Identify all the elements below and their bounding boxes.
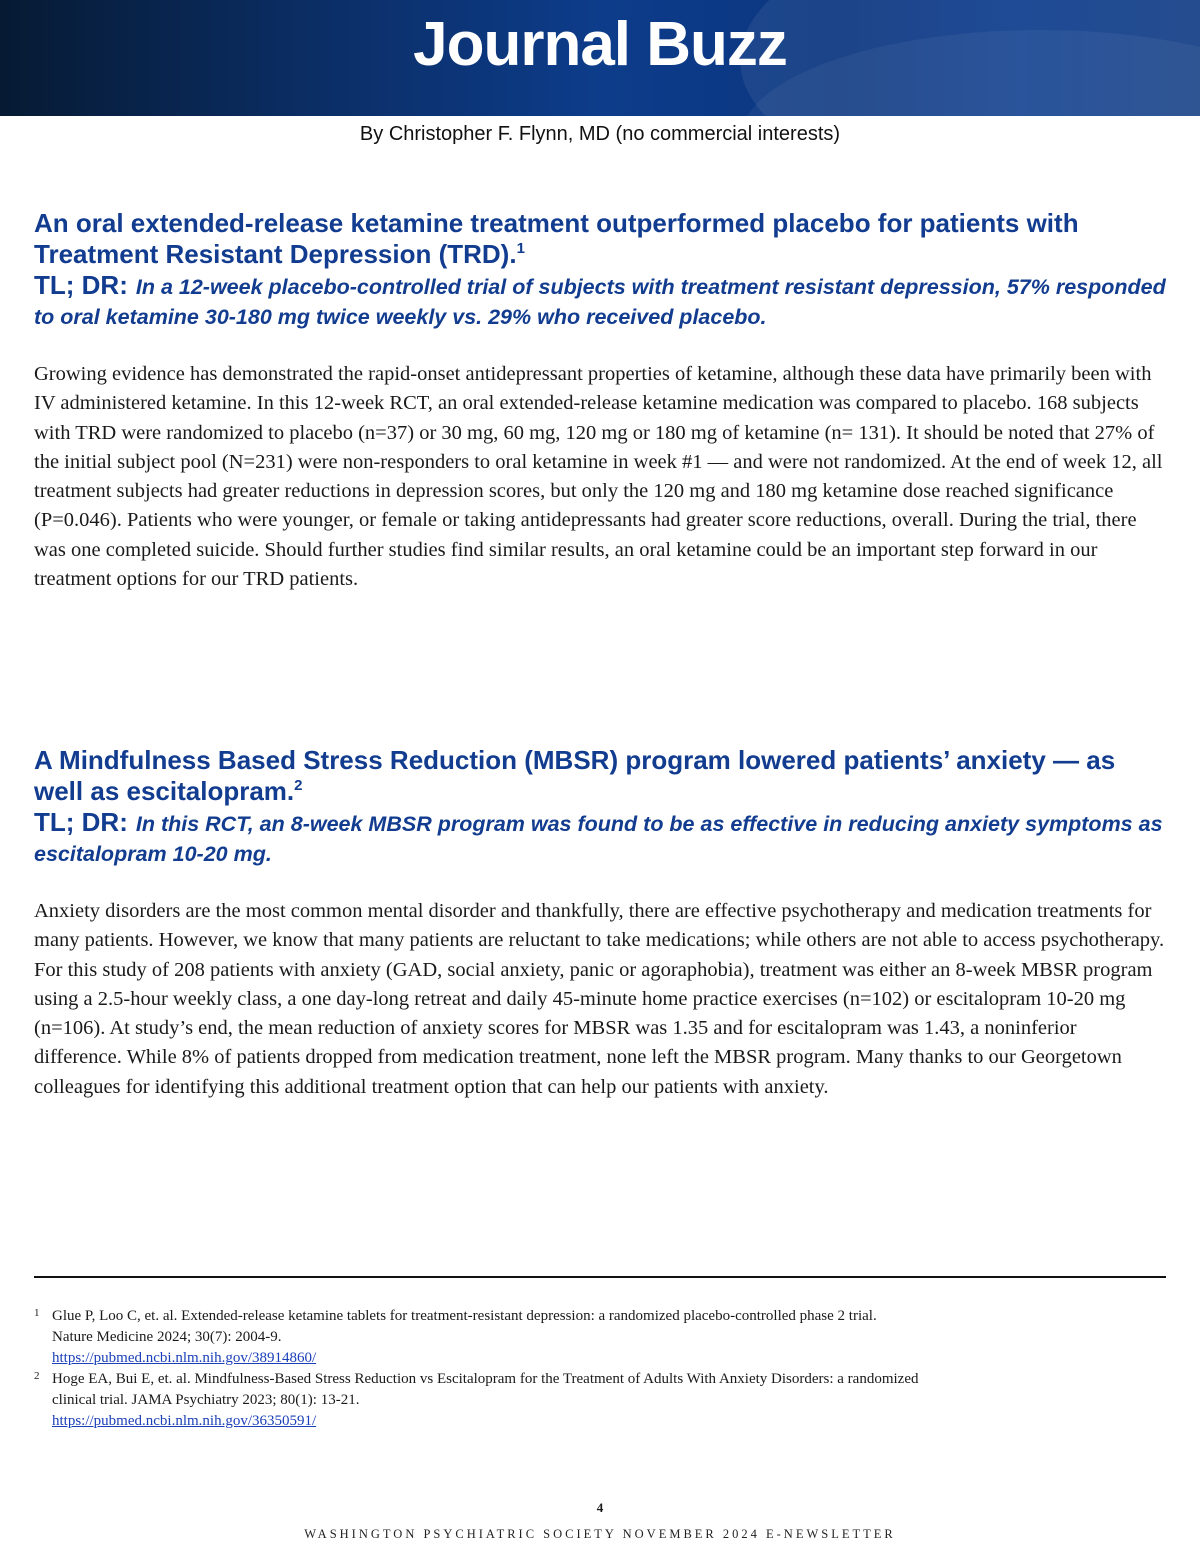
- footnote-citation: Hoge EA, Bui E, et. al. Mindfulness-Based Stress Reduction vs Escitalopram for the Treatment of Adults With Anxiety Disorders: a randomized: [52, 1371, 919, 1387]
- article-headline: [34, 208, 1166, 270]
- headline-text: An oral extended-release ketamine treatment outperformed placebo for patients with Treatment Resistant Depression (TRD).: [34, 208, 1079, 269]
- footnote-citation: Glue P, Loo C, et. al. Extended-release ketamine tablets for treatment-resistant depression: a randomized placebo-controlled phase 2 trial.: [52, 1308, 877, 1324]
- page-number: 4: [596, 1500, 604, 1515]
- footnotes: [34, 1306, 1134, 1432]
- footnote-number: 1: [34, 1307, 40, 1319]
- footnote-citation-cont: Nature Medicine 2024; 30(7): 2004-9.: [52, 1329, 282, 1345]
- footnote-citation-cont: clinical trial. JAMA Psychiatry 2023; 80(1): 13-21.: [52, 1392, 360, 1408]
- tldr-label: TL; DR:: [34, 270, 128, 300]
- article-body: Anxiety disorders are the most common mental disorder and thankfully, there are effective psychotherapy and medication treatments for many patients. However, we know that many patients are reluctant to take medications; while others are not able to access psychotherapy. For this study of 208 patients with anxiety (GAD, social anxiety, panic or agoraphobia), treatment was either an 8-week MBSR program using a 2.5-hour weekly class, a one day-long retreat and daily 45-minute home practice exercises (n=102) or escitalopram 10-20 mg (n=106). At study’s end, the mean reduction of anxiety scores for MBSR was 1.35 and for escitalopram was 1.43, a noninferior difference. While 8% of patients dropped from medication treatment, none left the MBSR program. Many thanks to our Georgetown colleagues for identifying this additional treatment option that can help our patients with anxiety.: [34, 900, 1165, 1098]
- footnote-link[interactable]: https://pubmed.ncbi.nlm.nih.gov/38914860/: [52, 1350, 317, 1366]
- tldr-label: TL; DR:: [34, 807, 128, 837]
- article-mbsr: [34, 745, 1166, 1102]
- tldr: [34, 270, 1166, 332]
- footnote-link[interactable]: https://pubmed.ncbi.nlm.nih.gov/36350591/: [52, 1413, 317, 1429]
- footnote-ref[interactable]: 2: [294, 777, 303, 794]
- footnote-2: [34, 1369, 1134, 1432]
- tldr: [34, 807, 1166, 869]
- footnote-number: 2: [34, 1370, 40, 1382]
- footnote-ref[interactable]: 1: [516, 240, 525, 257]
- header-banner: [0, 0, 1200, 116]
- footnote-divider: [34, 1276, 1166, 1278]
- article-ketamine: [34, 208, 1166, 594]
- page-title: Journal Buzz: [413, 10, 787, 79]
- headline-text: A Mindfulness Based Stress Reduction (MBSR) program lowered patients’ anxiety — as well as escitalopram.: [34, 745, 1116, 806]
- newsletter-footer: WASHINGTON PSYCHIATRIC SOCIETY NOVEMBER 2024 E-NEWSLETTER: [304, 1527, 896, 1541]
- byline: By Christopher F. Flynn, MD (no commercial interests): [359, 123, 841, 145]
- footnote-1: [34, 1306, 1134, 1369]
- tldr-text: In this RCT, an 8-week MBSR program was found to be as effective in reducing anxiety symptoms as escitalopram 10-20 mg.: [34, 812, 1163, 866]
- tldr-text: In a 12-week placebo-controlled trial of subjects with treatment resistant depression, 57% responded to oral ketamine 30-180 mg twice weekly vs. 29% who received placebo.: [34, 275, 1166, 329]
- article-headline: [34, 745, 1166, 807]
- article-body: Growing evidence has demonstrated the rapid-onset antidepressant properties of ketamine, although these data have primarily been with IV administered ketamine. In this 12-week RCT, an oral extended-release ketamine medication was compared to placebo. 168 subjects with TRD were randomized to placebo (n=37) or 30 mg, 60 mg, 120 mg or 180 mg of ketamine (n= 131). It should be noted that 27% of the initial subject pool (N=231) were non-responders to oral ketamine in week #1 — and were not randomized. At the end of week 12, all treatment subjects had greater reductions in depression scores, but only the 120 mg and 180 mg ketamine dose reached significance (P=0.046). Patients who were younger, or female or taking antidepressants had greater score reductions, overall. During the trial, there was one completed suicide. Should further studies find similar results, an oral ketamine could be an important step forward in our treatment options for our TRD patients.: [34, 363, 1163, 591]
